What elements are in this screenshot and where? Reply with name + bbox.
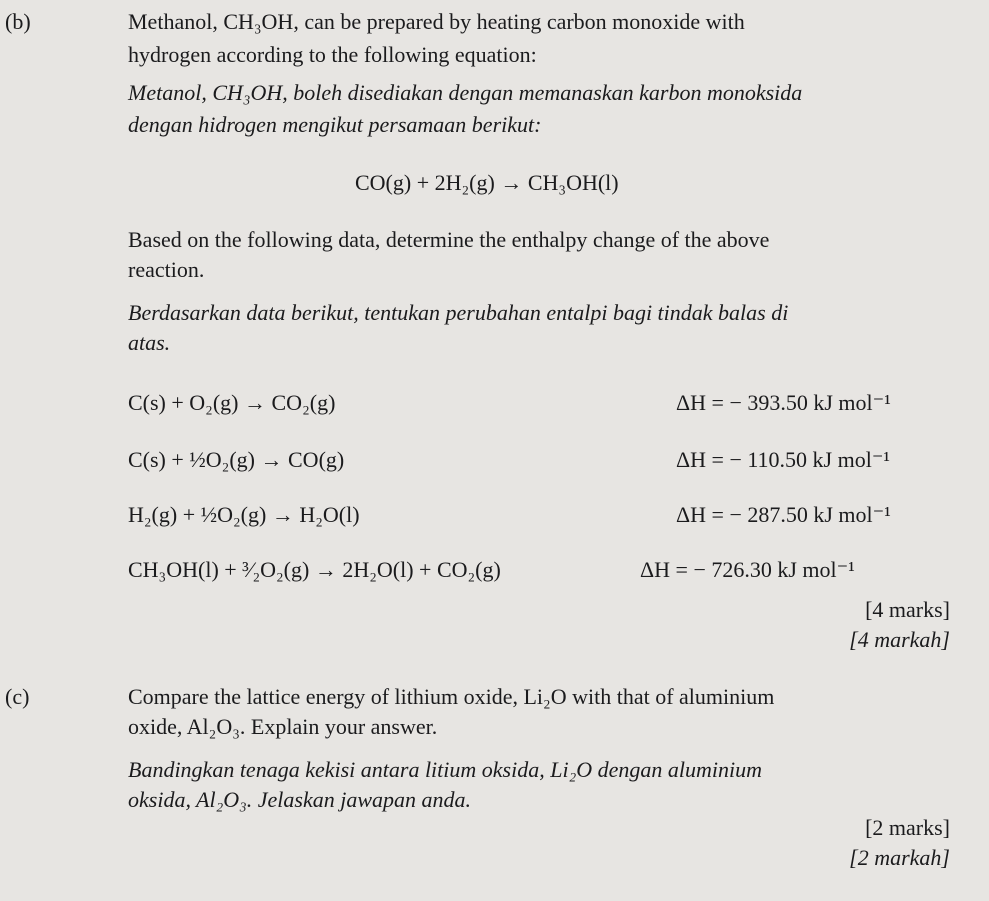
enthalpy-value: ΔH = − 726.30 kJ mol⁻¹ <box>640 557 855 582</box>
marks-en: [4 marks] <box>865 597 950 622</box>
question-text-ms: oksida, Al₂O₃. Jelaskan jawapan anda. <box>128 787 472 812</box>
question-text-ms: Bandingkan tenaga kekisi antara litium oksida, Li₂O dengan aluminium <box>128 757 762 782</box>
data-equation: CH₃OH(l) + ³⁄₂O₂(g) → 2H₂O(l) + CO₂(g) <box>128 557 501 582</box>
marks-en: [2 marks] <box>865 815 950 840</box>
question-text-ms: Metanol, CH₃OH, boleh disediakan dengan memanaskan karbon monoksida <box>128 80 803 105</box>
main-equation: CO(g) + 2H₂(g) → CH₃OH(l) <box>355 170 619 195</box>
enthalpy-value: ΔH = − 393.50 kJ mol⁻¹ <box>676 390 891 415</box>
question-text-en: oxide, Al₂O₃. Explain your answer. <box>128 714 438 739</box>
marks-ms: [2 markah] <box>849 845 950 870</box>
marks-ms: [4 markah] <box>849 627 950 652</box>
instruction-ms: atas. <box>128 330 171 355</box>
instruction-en: reaction. <box>128 257 205 282</box>
enthalpy-value: ΔH = − 287.50 kJ mol⁻¹ <box>676 502 891 527</box>
question-text-en: hydrogen according to the following equation: <box>128 42 537 67</box>
question-label-c: (c) <box>5 684 30 709</box>
data-equation: H₂(g) + ½O₂(g) → H₂O(l) <box>128 502 360 527</box>
instruction-en: Based on the following data, determine the enthalpy change of the above <box>128 227 770 252</box>
enthalpy-value: ΔH = − 110.50 kJ mol⁻¹ <box>676 447 891 472</box>
question-label-b: (b) <box>5 9 31 34</box>
data-equation: C(s) + O₂(g) → CO₂(g) <box>128 390 336 415</box>
question-text-ms: dengan hidrogen mengikut persamaan berikut: <box>128 112 542 137</box>
instruction-ms: Berdasarkan data berikut, tentukan perubahan entalpi bagi tindak balas di <box>128 300 789 325</box>
data-equation: C(s) + ½O₂(g) → CO(g) <box>128 447 345 472</box>
question-text-en: Methanol, CH₃OH, can be prepared by heating carbon monoxide with <box>128 9 745 34</box>
question-text-en: Compare the lattice energy of lithium oxide, Li₂O with that of aluminium <box>128 684 775 709</box>
